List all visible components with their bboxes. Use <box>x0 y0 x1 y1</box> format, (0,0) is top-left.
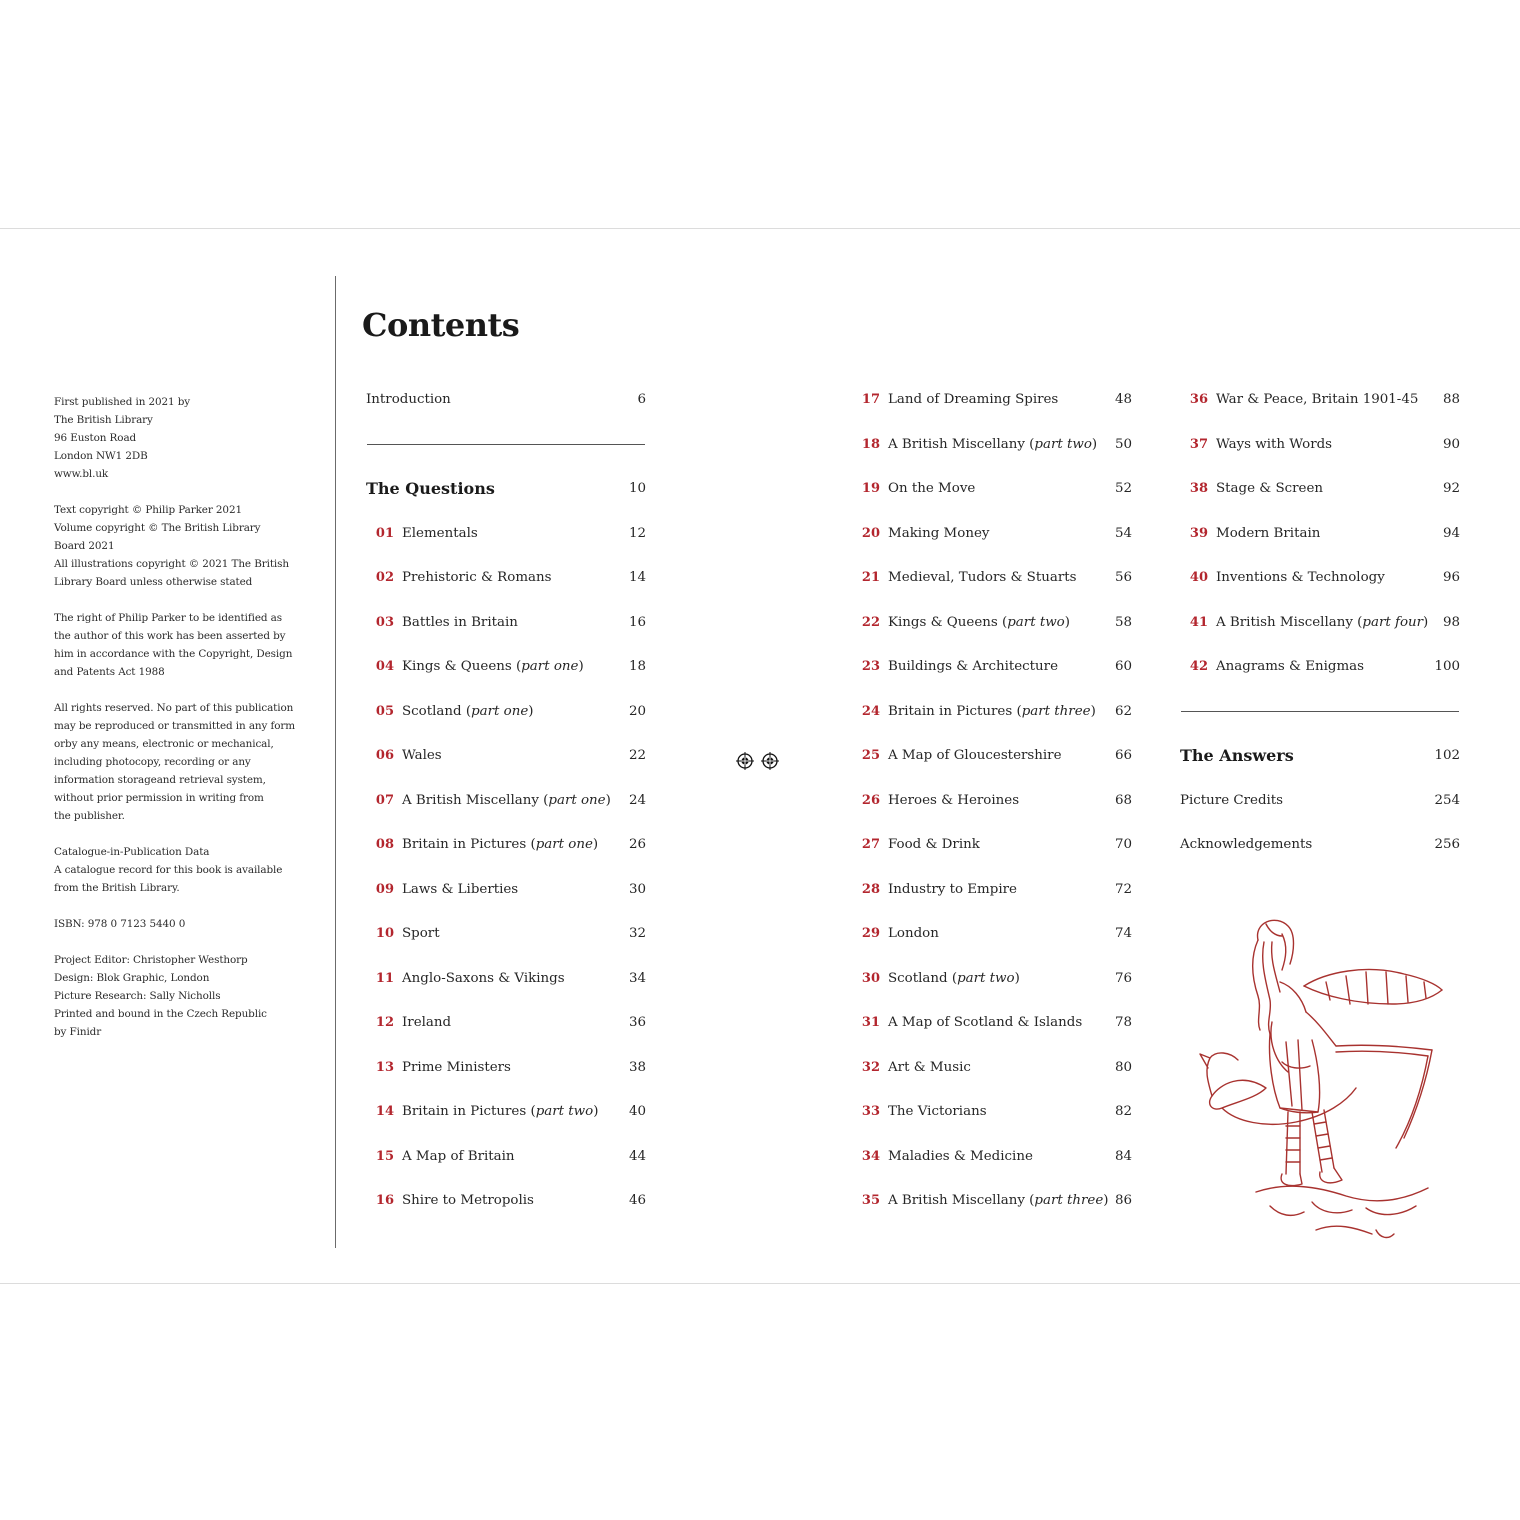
toc-entry <box>852 1145 1132 1169</box>
imprint-line: Design: Blok Graphic, London <box>54 972 210 984</box>
toc-chapter-number: 29 <box>861 926 880 941</box>
toc-page-number: 68 <box>1114 792 1132 808</box>
toc-entry-title <box>888 1056 971 1080</box>
toc-page-number: 46 <box>628 1193 646 1208</box>
toc-entry <box>366 566 646 590</box>
toc-entry-title-text: Medieval, Tudors & Stuarts <box>888 570 1077 585</box>
imprint-line: A catalogue record for this book is available <box>54 864 283 876</box>
toc-entry <box>852 1189 1132 1213</box>
toc-entry <box>366 388 646 412</box>
toc-page-number: 40 <box>628 1104 646 1119</box>
toc-page-number: 6 <box>637 392 646 407</box>
toc-entry-title <box>888 878 1017 902</box>
toc-chapter-number: 26 <box>861 792 880 808</box>
toc-entry-title: Kings & Queens (part one) <box>402 659 584 674</box>
toc-chapter-number: 10 <box>375 926 394 941</box>
toc-entry-part: part two <box>957 970 1015 986</box>
toc-chapter-number: 20 <box>861 525 880 541</box>
toc-entry-title-text: War & Peace, Britain 1901-45 <box>1216 392 1419 407</box>
toc-entry <box>852 477 1132 501</box>
imprint-paragraph <box>54 393 304 483</box>
toc-chapter-number: 17 <box>861 392 880 407</box>
toc-entry-title <box>1216 388 1418 412</box>
toc-entry-title-text: Scotland <box>402 703 466 719</box>
toc-entry <box>366 878 646 902</box>
imprint-line: from the British Library. <box>54 882 180 894</box>
toc-entry-title <box>402 967 565 991</box>
toc-entry <box>366 700 646 724</box>
toc-entry-title <box>402 922 440 946</box>
toc-entry <box>366 1011 646 1035</box>
toc-chapter-number: 30 <box>861 970 880 986</box>
imprint-line: without prior permission in writing from <box>54 792 264 804</box>
toc-entry-title-text: Buildings & Architecture <box>888 659 1058 674</box>
imprint-line: 96 Euston Road <box>54 432 137 444</box>
toc-entry <box>1180 566 1460 590</box>
toc-page-number: 14 <box>628 570 646 585</box>
toc-entry-title <box>402 878 518 902</box>
imprint-line: orby any means, electronic or mechanical, <box>54 738 274 750</box>
toc-entry-title-text: Britain in Pictures <box>402 837 531 852</box>
toc-entry-title <box>888 522 989 546</box>
toc-chapter-number: 33 <box>861 1104 880 1119</box>
toc-entry <box>366 655 646 679</box>
toc-page-number: 70 <box>1114 837 1132 852</box>
toc-page-number: 58 <box>1114 614 1132 630</box>
toc-entry-title-text: Britain in Pictures <box>402 1104 531 1119</box>
imprint-line: ISBN: 978 0 7123 5440 0 <box>54 918 186 930</box>
toc-page-number: 80 <box>1114 1059 1132 1075</box>
toc-entry-title-text: Shire to Metropolis <box>402 1193 534 1208</box>
toc-chapter-number: 32 <box>861 1059 880 1075</box>
toc-entry-part: part one <box>521 659 579 674</box>
toc-entry-title-text: Kings & Queens <box>402 659 516 674</box>
toc-entry-title-text: Inventions & Technology <box>1216 570 1385 585</box>
toc-page-number: 18 <box>628 659 646 674</box>
toc-page-number: 50 <box>1114 436 1132 452</box>
toc-page-number: 52 <box>1114 481 1132 496</box>
toc-entry <box>1180 433 1460 457</box>
toc-chapter-number: 19 <box>861 481 880 496</box>
toc-entry-title <box>402 744 442 768</box>
toc-entry-title-text: Anagrams & Enigmas <box>1216 659 1365 674</box>
toc-entry-part: part four <box>1362 614 1424 630</box>
toc-divider <box>367 444 645 445</box>
toc-entry-title: A British Miscellany (part two) <box>888 436 1098 452</box>
toc-entry <box>852 922 1132 946</box>
toc-entry-title-text: Modern Britain <box>1216 525 1321 541</box>
toc-entry-title-text: A Map of Gloucestershire <box>888 748 1062 763</box>
toc-page-number: 96 <box>1442 570 1460 585</box>
toc-chapter-number: 14 <box>375 1104 394 1119</box>
toc-page-number: 254 <box>1434 792 1460 808</box>
page-trim-bottom <box>0 1283 1520 1284</box>
toc-entry <box>852 522 1132 546</box>
toc-entry-title <box>402 1056 511 1080</box>
toc-page-number: 92 <box>1442 481 1460 496</box>
toc-entry-title <box>888 1011 1082 1035</box>
imprint-line: Picture Research: Sally Nicholls <box>54 990 221 1002</box>
toc-entry-title <box>1216 522 1320 546</box>
toc-page-number: 22 <box>628 748 646 763</box>
toc-page-number: 72 <box>1114 881 1132 897</box>
toc-entry <box>1180 789 1460 813</box>
toc-page-number: 62 <box>1114 703 1132 719</box>
toc-entry <box>852 611 1132 635</box>
toc-chapter-number: 42 <box>1189 659 1208 674</box>
toc-entry-title: A British Miscellany (part four) <box>1216 614 1429 630</box>
toc-entry <box>366 967 646 991</box>
toc-chapter-number: 07 <box>375 792 394 808</box>
toc-chapter-number: 34 <box>861 1148 880 1164</box>
toc-page-number: 48 <box>1114 392 1132 407</box>
imprint-line: All rights reserved. No part of this publication <box>54 702 294 714</box>
toc-entry-title <box>888 744 1062 768</box>
toc-entry-part: part two <box>535 1104 594 1119</box>
toc-page-number: 84 <box>1114 1148 1132 1164</box>
toc-entry <box>852 744 1132 768</box>
toc-page-number: 32 <box>628 926 646 941</box>
toc-entry <box>852 789 1132 813</box>
toc-entry-part: part two <box>1007 614 1065 630</box>
toc-entry-title <box>1216 655 1364 679</box>
toc-chapter-number: 27 <box>861 837 880 852</box>
toc-page-number: 100 <box>1434 659 1460 674</box>
toc-entry <box>366 744 646 768</box>
toc-entry-title: A British Miscellany (part three) <box>888 1193 1109 1208</box>
toc-entry-title <box>366 388 451 412</box>
toc-entry-title-text: Wales <box>402 748 442 763</box>
imprint-line: Volume copyright © The British Library <box>54 522 261 534</box>
toc-entry <box>852 1011 1132 1035</box>
toc-entry <box>852 433 1132 457</box>
toc-page-number: 24 <box>628 792 646 808</box>
toc-page-number: 88 <box>1442 392 1460 407</box>
toc-entry-title-text: Prime Ministers <box>402 1059 511 1075</box>
toc-entry-title <box>402 1145 515 1169</box>
toc-entry-title-text: Kings & Queens <box>888 614 1002 630</box>
toc-chapter-number: 35 <box>861 1193 880 1208</box>
toc-entry-part: part three <box>1034 1193 1104 1208</box>
toc-entry-title-text: Land of Dreaming Spires <box>888 392 1059 407</box>
toc-page-number: 86 <box>1114 1193 1132 1208</box>
toc-entry-title-text: Laws & Liberties <box>402 881 519 897</box>
toc-entry-title <box>888 1145 1033 1169</box>
toc-entry-part: part three <box>1021 703 1091 719</box>
imprint-copyright-block <box>54 393 304 1059</box>
toc-entry-title: Kings & Queens (part two) <box>888 614 1070 630</box>
toc-entry-title: Scotland (part two) <box>888 970 1020 986</box>
toc-page-number: 30 <box>628 881 646 897</box>
imprint-line: Text copyright © Philip Parker 2021 <box>54 504 242 516</box>
toc-entry <box>852 833 1132 857</box>
toc-entry-title: Britain in Pictures (part two) <box>402 1104 599 1119</box>
imprint-line: The British Library <box>54 414 153 426</box>
toc-section-heading <box>366 477 646 501</box>
toc-entry-title <box>888 655 1058 679</box>
toc-entry-title-text: Britain in Pictures <box>888 703 1017 719</box>
toc-chapter-number: 38 <box>1189 481 1208 496</box>
toc-chapter-number: 16 <box>375 1193 394 1208</box>
toc-entry-title-text: A British Miscellany <box>1216 614 1358 630</box>
toc-divider <box>1181 711 1459 712</box>
toc-page-number: 66 <box>1114 748 1132 763</box>
column-divider-vertical <box>335 276 336 1248</box>
toc-chapter-number: 12 <box>375 1015 394 1030</box>
imprint-line: including photocopy, recording or any <box>54 756 251 768</box>
toc-entry-title-text: Introduction <box>366 392 451 407</box>
toc-entry-title-text: A British Miscellany <box>402 792 544 808</box>
toc-entry-title-text: Ireland <box>402 1015 452 1030</box>
toc-entry <box>852 1056 1132 1080</box>
toc-entry-title <box>1180 744 1294 768</box>
toc-entry-title-text: Food & Drink <box>888 837 980 852</box>
toc-entry-title-text: Acknowledgements <box>1180 837 1313 852</box>
toc-chapter-number: 41 <box>1189 614 1208 630</box>
toc-entry <box>366 1100 646 1124</box>
toc-chapter-number: 05 <box>375 703 394 719</box>
toc-entry-title-text: Picture Credits <box>1180 792 1284 808</box>
toc-entry-part: part two <box>1034 436 1092 452</box>
imprint-line: the author of this work has been asserted by <box>54 630 286 642</box>
toc-page-number: 26 <box>628 837 646 852</box>
toc-chapter-number: 13 <box>375 1059 394 1075</box>
alice-flamingo-illustration <box>1196 912 1448 1242</box>
toc-chapter-number: 15 <box>375 1148 394 1164</box>
imprint-line: www.bl.uk <box>54 468 109 480</box>
toc-page-number: 38 <box>628 1059 646 1075</box>
toc-entry <box>852 967 1132 991</box>
toc-page-number: 34 <box>628 970 646 986</box>
imprint-paragraph <box>54 699 304 825</box>
toc-entry-title <box>888 388 1058 412</box>
toc-entry-title-text: The Questions <box>366 479 495 498</box>
toc-entry-title: Britain in Pictures (part three) <box>888 703 1096 719</box>
imprint-line: Project Editor: Christopher Westhorp <box>54 954 248 966</box>
toc-entry-title-text: Anglo-Saxons & Vikings <box>402 970 565 986</box>
imprint-line: Catalogue-in-Publication Data <box>54 846 210 858</box>
toc-entry-title <box>888 789 1019 813</box>
imprint-paragraph <box>54 843 304 897</box>
toc-page-number: 102 <box>1434 748 1460 763</box>
toc-page-number: 78 <box>1114 1015 1132 1030</box>
toc-entry-title <box>888 477 975 501</box>
toc-entry-title-text: Prehistoric & Romans <box>402 570 552 585</box>
toc-section-heading <box>1180 744 1460 768</box>
toc-page-number: 44 <box>628 1148 646 1164</box>
toc-entry <box>1180 611 1460 635</box>
toc-page-number: 36 <box>628 1015 646 1030</box>
imprint-line: Board 2021 <box>54 540 115 552</box>
toc-chapter-number: 36 <box>1189 392 1208 407</box>
imprint-line: by Finidr <box>54 1026 102 1038</box>
toc-chapter-number: 24 <box>861 703 880 719</box>
imprint-line: All illustrations copyright © 2021 The British <box>54 558 289 570</box>
toc-entry-title: A British Miscellany (part one) <box>402 792 611 808</box>
toc-entry-title-text: Industry to Empire <box>888 881 1017 897</box>
toc-entry-title <box>366 477 495 501</box>
toc-chapter-number: 18 <box>861 436 880 452</box>
toc-entry <box>1180 833 1460 857</box>
toc-page-number: 20 <box>628 703 646 719</box>
toc-entry <box>1180 655 1460 679</box>
imprint-line: him in accordance with the Copyright, Design <box>54 648 293 660</box>
toc-chapter-number: 21 <box>861 570 880 585</box>
toc-entry-title-text: A Map of Scotland & Islands <box>888 1015 1083 1030</box>
toc-chapter-number: 39 <box>1189 525 1208 541</box>
imprint-line: London NW1 2DB <box>54 450 148 462</box>
toc-entry-part: part one <box>471 703 529 719</box>
toc-chapter-number: 37 <box>1189 436 1208 452</box>
toc-entry <box>366 1145 646 1169</box>
toc-entry <box>852 878 1132 902</box>
toc-entry <box>852 566 1132 590</box>
toc-page-number: 54 <box>1114 525 1132 541</box>
imprint-line: may be reproduced or transmitted in any form <box>54 720 295 732</box>
toc-entry-title <box>1216 477 1323 501</box>
toc-page-number: 94 <box>1442 525 1460 541</box>
toc-page-number: 76 <box>1114 970 1132 986</box>
toc-page-number: 74 <box>1114 926 1132 941</box>
toc-entry-title-text: Maladies & Medicine <box>888 1148 1033 1164</box>
toc-entry <box>852 1100 1132 1124</box>
toc-entry-title-text: A Map of Britain <box>402 1148 515 1164</box>
toc-entry <box>366 611 646 635</box>
toc-chapter-number: 08 <box>375 837 394 852</box>
imprint-paragraph <box>54 951 304 1041</box>
toc-entry-title <box>402 522 478 546</box>
toc-entry-title <box>402 1011 451 1035</box>
toc-entry-title: Britain in Pictures (part one) <box>402 837 599 852</box>
toc-page-number: 82 <box>1114 1104 1132 1119</box>
imprint-paragraph <box>54 915 304 933</box>
toc-entry-part: part one <box>535 837 593 852</box>
toc-chapter-number: 04 <box>375 659 394 674</box>
imprint-line: First published in 2021 by <box>54 396 191 408</box>
toc-entry <box>366 1189 646 1213</box>
imprint-paragraph <box>54 609 304 681</box>
toc-entry-title <box>888 922 939 946</box>
imprint-paragraph <box>54 501 304 591</box>
toc-entry-part: part one <box>548 792 606 808</box>
toc-chapter-number: 23 <box>861 659 880 674</box>
toc-page-number: 16 <box>628 614 646 630</box>
imprint-line: information storageand retrieval system, <box>54 774 266 786</box>
toc-chapter-number: 03 <box>375 614 394 630</box>
toc-entry-title <box>888 833 980 857</box>
toc-entry-title <box>1216 566 1385 590</box>
toc-page-number: 90 <box>1442 436 1460 452</box>
toc-entry <box>366 1056 646 1080</box>
toc-entry-title <box>402 1189 534 1213</box>
imprint-line: the publisher. <box>54 810 125 822</box>
toc-entry-title-text: On the Move <box>888 481 976 496</box>
toc-entry-title-text: The Answers <box>1180 746 1294 765</box>
toc-entry <box>852 388 1132 412</box>
registration-mark-icon <box>761 752 779 770</box>
toc-entry-title <box>888 1100 987 1124</box>
toc-entry-title-text: London <box>888 926 939 941</box>
toc-entry-title <box>1216 433 1332 457</box>
toc-page-number: 98 <box>1442 614 1460 630</box>
page-title: Contents <box>362 306 520 344</box>
toc-chapter-number: 40 <box>1189 570 1208 585</box>
toc-entry-title <box>1180 789 1283 813</box>
toc-entry-title-text: Elementals <box>402 525 478 541</box>
toc-entry <box>1180 477 1460 501</box>
toc-entry-title <box>1180 833 1312 857</box>
toc-chapter-number: 09 <box>375 881 394 897</box>
imprint-line: Printed and bound in the Czech Republic <box>54 1008 267 1020</box>
toc-entry-title-text: Stage & Screen <box>1216 481 1324 496</box>
toc-entry <box>852 655 1132 679</box>
toc-entry-title-text: Heroes & Heroines <box>888 792 1020 808</box>
toc-entry-title-text: Sport <box>402 926 440 941</box>
toc-entry-title-text: Art & Music <box>888 1059 971 1075</box>
toc-entry-title-text: The Victorians <box>888 1104 987 1119</box>
registration-mark-icon <box>736 752 754 770</box>
toc-chapter-number: 31 <box>861 1015 880 1030</box>
toc-chapter-number: 11 <box>375 970 394 986</box>
toc-entry-title <box>402 611 518 635</box>
toc-chapter-number: 25 <box>861 748 880 763</box>
toc-entry <box>366 922 646 946</box>
toc-entry <box>366 522 646 546</box>
toc-page-number: 256 <box>1434 837 1460 852</box>
toc-chapter-number: 22 <box>861 614 880 630</box>
toc-entry-title-text: Making Money <box>888 525 990 541</box>
toc-chapter-number: 06 <box>375 748 394 763</box>
toc-page-number: 10 <box>628 481 646 496</box>
toc-entry-title: Scotland (part one) <box>402 703 534 719</box>
toc-page-number: 56 <box>1114 570 1132 585</box>
toc-entry <box>366 833 646 857</box>
toc-entry-title-text: A British Miscellany <box>888 1193 1030 1208</box>
toc-page-number: 60 <box>1114 659 1132 674</box>
imprint-line: and Patents Act 1988 <box>54 666 165 678</box>
toc-entry-title <box>888 566 1076 590</box>
toc-chapter-number: 28 <box>861 881 880 897</box>
toc-entry-title-text: A British Miscellany <box>888 436 1030 452</box>
imprint-line: Library Board unless otherwise stated <box>54 576 253 588</box>
toc-page-number: 12 <box>628 525 646 541</box>
toc-entry-title <box>402 566 552 590</box>
page-trim-top <box>0 228 1520 229</box>
imprint-line: The right of Philip Parker to be identified as <box>54 612 282 624</box>
toc-entry <box>852 700 1132 724</box>
toc-entry-title-text: Battles in Britain <box>402 614 518 630</box>
toc-entry <box>366 789 646 813</box>
toc-entry-title-text: Ways with Words <box>1216 436 1333 452</box>
toc-chapter-number: 01 <box>375 525 394 541</box>
toc-entry <box>1180 388 1460 412</box>
toc-chapter-number: 02 <box>375 570 394 585</box>
toc-entry <box>1180 522 1460 546</box>
toc-entry-title-text: Scotland <box>888 970 952 986</box>
